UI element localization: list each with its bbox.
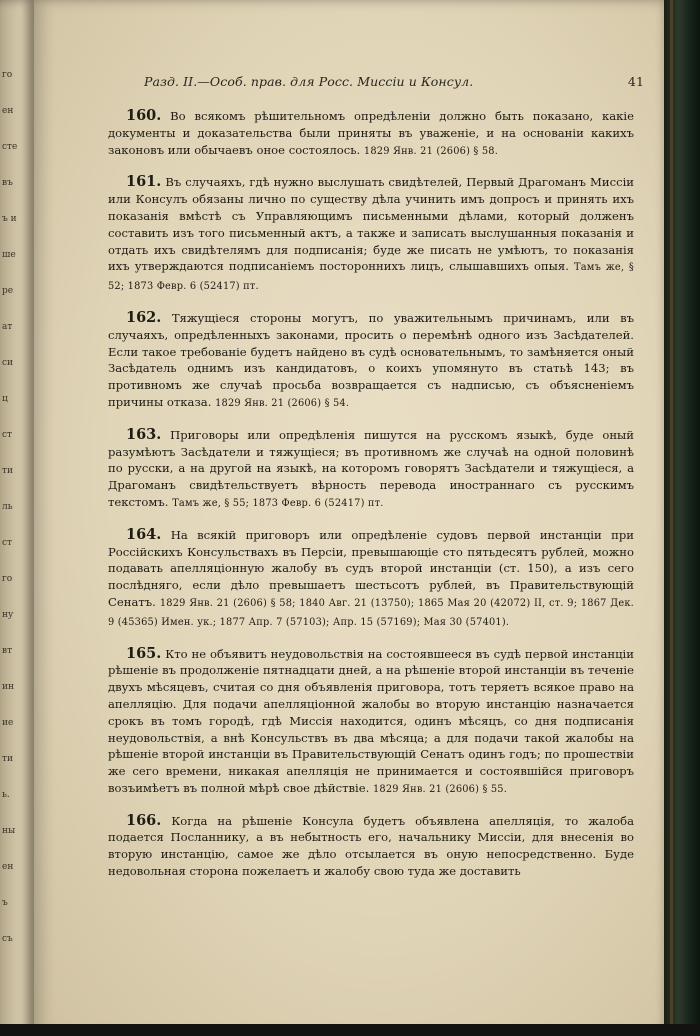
left-page-fragment: ин [2, 682, 14, 692]
left-page-fragment: ие [2, 718, 14, 728]
article-citation: 1829 Янв. 21 (2606) § 54. [215, 397, 350, 409]
page-bottom-shadow [0, 1024, 700, 1036]
left-page-fragment: си [2, 358, 14, 368]
article-163 [108, 427, 634, 513]
article-text: Во всякомъ рѣшительномъ опредѣленiи должно быть показано, какiе документы и доказательства были приняты въ уваженiе, и на основанiи какихъ законовъ или обычаевъ оное состоялось. [108, 109, 634, 157]
page-number: 41 [627, 74, 644, 89]
article-number: 163. [126, 425, 162, 443]
text-column [108, 108, 634, 894]
article-citation: Тамъ же, § 52; 1873 Февр. 6 (52417) пт. [108, 262, 635, 293]
left-page-fragment: ну [2, 610, 14, 620]
article-citation: 1829 Янв. 21 (2606) § 58. [363, 145, 499, 157]
article-text: Тяжущiеся стороны могутъ, по уважительнымъ причинамъ, или въ случаяхъ, опредѣленныхъ законами, просить о перемѣнѣ одного изъ Засѣдателей. Если такое требованiе будетъ найдено въ судѣ основательнымъ, то замѣняется оный Засѣдатель однимъ изъ кандидатовъ, о коихъ упомянуто въ статьѣ 143; въ противномъ же случаѣ просьба возвращается съ надписью, съ объясненiемъ причины отказа. [108, 310, 634, 409]
article-164 [108, 527, 634, 632]
article-161 [108, 174, 634, 296]
left-page-fragment: ен [2, 106, 14, 116]
article-citation: Тамъ же, § 55; 1873 Февр. 6 (52417) пт. [172, 497, 384, 509]
left-page-fragment: ъ [2, 898, 8, 908]
left-page-fragment: го [2, 70, 13, 80]
article-160 [108, 108, 634, 160]
left-page-fragment: ны [2, 826, 16, 836]
article-number: 164. [126, 525, 162, 543]
left-page-fragment: ст [2, 538, 13, 548]
left-page-fragment: го [2, 574, 13, 584]
article-number: 165. [126, 644, 162, 662]
left-page-fragment: ти [2, 466, 13, 476]
article-number: 161. [126, 173, 162, 191]
article-text: На всякiй приговоръ или опредѣленiе судовъ первой инстанцiи при Россiйскихъ Консульствахъ въ Персiи, превышающiе сто пятьдесятъ рублей, можно подавать апелляцiонную жалобу въ судъ второй инстанцiи (ст. 150), а изъ сего послѣдняго, если дѣло превышаетъ шестьсотъ рублей, въ Правительствующiй Сенатъ. [108, 527, 634, 609]
article-number: 160. [126, 107, 162, 124]
left-page-fragment: ль [2, 502, 13, 512]
left-page-fragment: ен [2, 862, 14, 872]
left-page-fragment: ъ и [2, 214, 17, 224]
article-number: 166. [126, 811, 162, 829]
article-citation: 1829 Янв. 21 (2606) § 58; 1840 Авг. 21 (13750); 1865 Мая 20 (42072) II, ст. 9; 1867 Дек. 9 (45365) Имен. ук.; 1877 Апр. 7 (57103); Апр. 15 (57169); Мая 30 (57401). [108, 597, 634, 628]
left-page-fragment: ти [2, 754, 13, 764]
left-page-fragment: въ [2, 178, 13, 188]
article-citation: 1829 Янв. 21 (2606) § 55. [372, 783, 508, 795]
article-number: 162. [126, 308, 162, 326]
left-page-fragment: ре [2, 286, 14, 296]
article-165 [108, 646, 634, 799]
left-page-fragment: ат [2, 322, 13, 332]
left-page-fragment: съ [2, 934, 13, 944]
book-page [34, 0, 666, 1036]
left-page-fragment: ст [2, 430, 13, 440]
left-facing-page [0, 0, 34, 1036]
article-text: Въ случаяхъ, гдѣ нужно выслушать свидѣтелей, Первый Драгоманъ Миссiи или Консулъ обязаны лично по существу дѣла учинить имъ допросъ и принять ихъ показанiя вмѣстѣ съ Управляющимъ письменными дѣлами, который долженъ составить изъ того письменный актъ, а также и записать выслушанныя показанiя и отдать ихъ свидѣтелямъ для подписанiя; буде же писать не умѣютъ, то показанiя ихъ утверждаются подписанiемъ постороннихъ лицъ, слышавшихъ опыя. [108, 175, 635, 274]
running-head [144, 74, 644, 89]
running-head-title: Разд. II.—Особ. прав. для Росс. Миссiи и Консул. [144, 74, 474, 89]
left-page-fragment: вт [2, 646, 13, 656]
book-binding [664, 0, 700, 1036]
article-text: Приговоры или опредѣленiя пишутся на русскомъ языкѣ, буде оный разумѣютъ Засѣдатели и тяжущiеся; въ противномъ же случаѣ на одной половинѣ по русски, а на другой на языкѣ, на которомъ говорятъ Засѣдатели и тяжущiеся, а Драгоманъ свидѣтельствуетъ вѣрность перевода иностраннаго съ русскимъ текстомъ. [108, 427, 634, 509]
left-page-fragment: ц [2, 394, 8, 404]
left-page-fragment: сте [2, 142, 18, 152]
article-166 [108, 813, 634, 880]
article-text: Кто не объявитъ неудовольствiя на состоявшееся въ судѣ первой инстанцiи рѣшенiе въ продолженiе пятнадцати дней, а на рѣшенiе второй инстанцiи въ теченiе двухъ мѣсяцевъ, считая со дня объявленiя приговора, тотъ теряетъ всякое право на апелляцiю. Для подачи апелляцiонной жалобы во вторую инстанцiю назначается срокъ въ томъ городѣ, гдѣ Миссiя находится, одинъ мѣсяцъ, со дня подписанiя неудовольствiя, а внѣ Консульствъ въ два мѣсяца; а для подачи такой жалобы на рѣшенiе второй инстанцiи въ Правительствующiй Сенатъ одинъ годъ; по прошествiи же сего времени, никакая апелляцiя не принимается и состоявшiйся приговоръ возъимѣетъ въ полной мѣрѣ свое дѣйствiе. [108, 646, 634, 795]
article-text: Когда на рѣшенiе Консула будетъ объявлена апелляцiя, то жалоба подается Посланнику, а въ небытность его, начальнику Миссiи, для внесенiя во вторую инстанцiю, самое же дѣло отсылается въ оную непосредственно. Буде недовольная сторона пожелаетъ и жалобу свою туда же доставить [108, 813, 635, 879]
left-page-fragment: ь. [2, 790, 10, 800]
article-162 [108, 310, 634, 413]
left-page-fragment: ше [2, 250, 16, 260]
